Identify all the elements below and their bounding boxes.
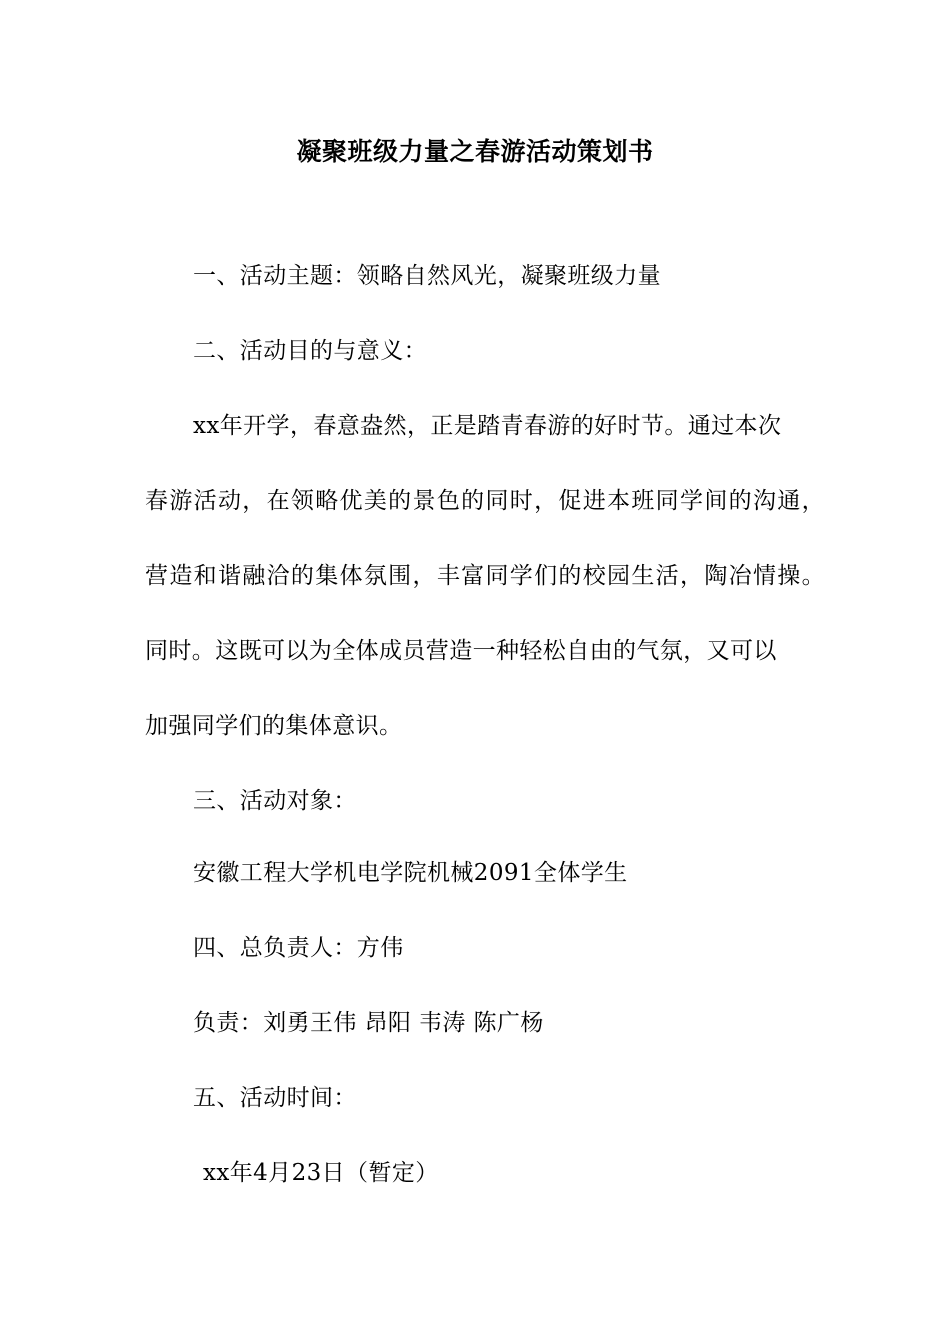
section-time-heading: 五、活动时间： (193, 1085, 357, 1111)
responsible-persons: 负责：刘勇王伟 昂阳 韦涛 陈广杨 (193, 1010, 544, 1036)
section-participants-heading: 三、活动对象： (193, 788, 357, 814)
activity-date: xx年4月23日（暂定） (203, 1160, 439, 1186)
paragraph-line: xx年开学，春意盎然，正是踏青春游的好时节。通过本次 (193, 413, 782, 439)
section-theme: 一、活动主题：领略自然风光，凝聚班级力量 (193, 263, 661, 289)
paragraph-line: 春游活动，在领略优美的景色的同时，促进本班同学间的沟通， (145, 488, 825, 514)
section-leader: 四、总负责人：方伟 (193, 935, 404, 961)
document-title: 凝聚班级力量之春游活动策划书 (296, 137, 654, 166)
paragraph-line: 同时。这既可以为全体成员营造一种轻松自由的气氛，又可以 (145, 638, 777, 664)
section-purpose-heading: 二、活动目的与意义： (193, 338, 427, 364)
paragraph-line: 加强同学们的集体意识。 (145, 713, 403, 739)
paragraph-line: 营造和谐融洽的集体氛围，丰富同学们的校园生活，陶冶情操。 (145, 563, 825, 589)
participants-text: 安徽工程大学机电学院机械2091全体学生 (193, 860, 628, 886)
